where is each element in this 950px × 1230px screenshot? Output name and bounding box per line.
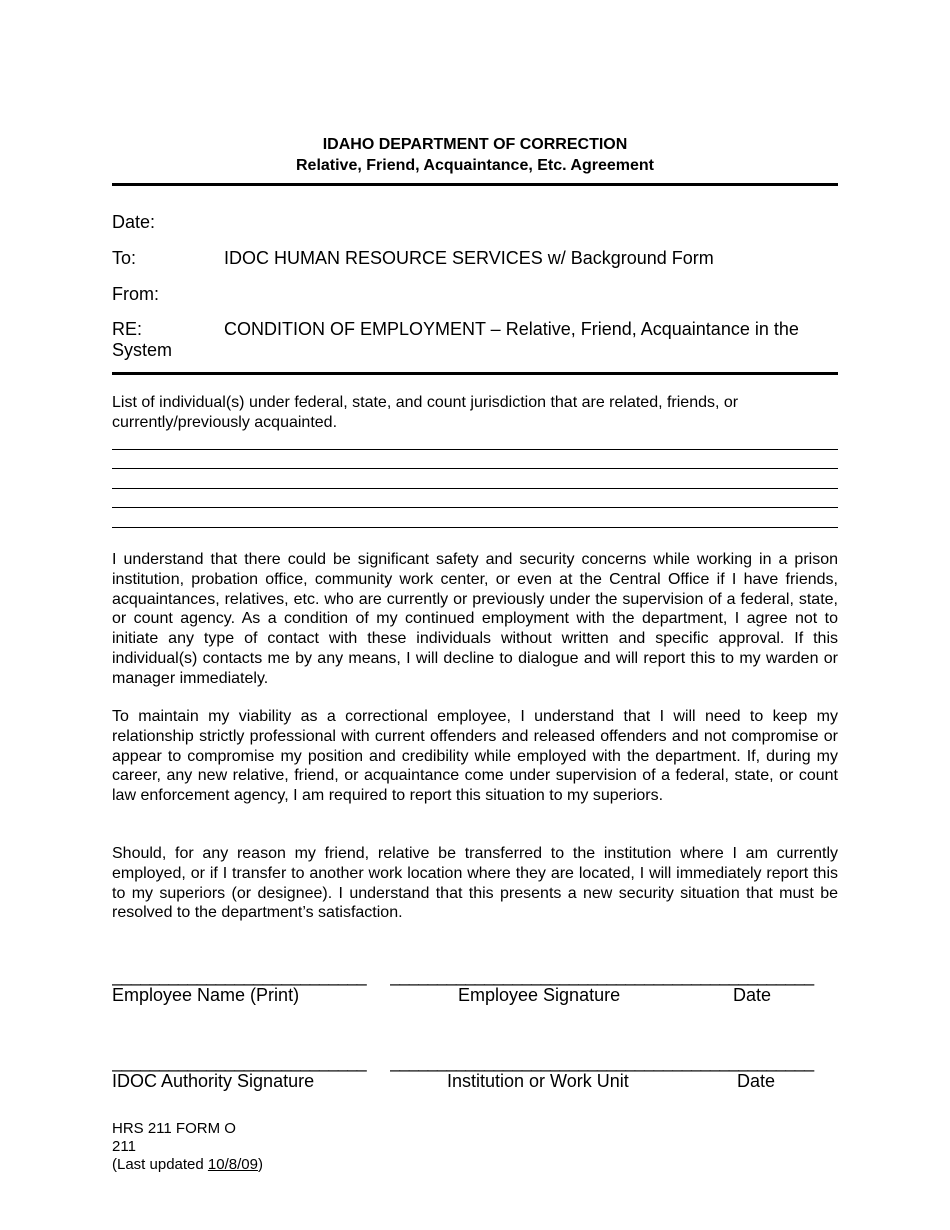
agreement-paragraph-2: To maintain my viability as a correctional employee, I understand that I will need to keep my relationship strictly professional with current offenders and released offenders and not compromise or appear to compromise my position and credibility while employed with the department. If, during my career, any new relative, friend, or acquaintance come under supervision of a federal, state, or count law enforcement agency, I am required to report this situation to my superiors. bbox=[112, 708, 838, 805]
list-intro: List of individual(s) under federal, state, and count jurisdiction that are related, friends, or currently/previously acquainted. bbox=[112, 394, 739, 431]
list-entry-line[interactable] bbox=[112, 527, 838, 528]
from-label: From: bbox=[112, 284, 159, 304]
list-entry-line[interactable] bbox=[112, 468, 838, 469]
memo-divider bbox=[112, 372, 838, 375]
agreement-paragraph-1: I understand that there could be significant safety and security concerns while working in a prison institution, probation office, community work center, or even at the Central Office if I have friends, acquaintances, relatives, etc. who are currently or previously under the supervision of a federal, state, or count agency. As a condition of my continued employment with the department, I agree not to initiate any type of contact with these individuals without written and specific approval. If this individual(s) contacts me by any means, I will decline to dialogue and will report this to my warden or manager immediately. bbox=[112, 551, 838, 687]
re-continuation: System bbox=[112, 340, 173, 360]
last-updated-suffix: ) bbox=[257, 1156, 263, 1173]
form-id: HRS 211 FORM O bbox=[112, 1120, 236, 1137]
date-label: Date: bbox=[112, 212, 156, 232]
authority-signature-line[interactable]: ___________________________ bbox=[112, 1052, 367, 1072]
list-entry-line[interactable] bbox=[112, 449, 838, 450]
agreement-paragraph-3: Should, for any reason my friend, relative be transferred to the institution where I am currently employed, or if I transfer to another work location where they are located, I will immediately report this to my superiors (or designee). I understand that this presents a new security situation that must be resolved to the department’s satisfaction. bbox=[112, 845, 838, 922]
re-label: RE: bbox=[112, 319, 143, 339]
to-label: To: bbox=[112, 248, 137, 268]
employee-name-label: Employee Name (Print) bbox=[112, 985, 300, 1005]
work-unit-label: Institution or Work Unit bbox=[447, 1071, 629, 1091]
last-updated bbox=[112, 1156, 263, 1174]
to-value: IDOC HUMAN RESOURCE SERVICES w/ Background Form bbox=[224, 248, 714, 268]
employee-signature-line[interactable]: _____________________________________________ bbox=[390, 966, 814, 986]
last-updated-prefix: (Last updated bbox=[112, 1156, 208, 1173]
list-entry-line[interactable] bbox=[112, 488, 838, 489]
re-value: CONDITION OF EMPLOYMENT – Relative, Friend, Acquaintance in the bbox=[224, 319, 799, 339]
form-number: 211 bbox=[112, 1138, 136, 1155]
authority-signature-label: IDOC Authority Signature bbox=[112, 1071, 315, 1091]
last-updated-date: 10/8/09 bbox=[207, 1156, 258, 1173]
form-title: Relative, Friend, Acquaintance, Etc. Agreement bbox=[295, 157, 655, 174]
employee-name-line[interactable]: ___________________________ bbox=[112, 966, 367, 986]
work-unit-line[interactable]: _____________________________________________ bbox=[390, 1052, 814, 1072]
list-entry-line[interactable] bbox=[112, 507, 838, 508]
header-divider bbox=[112, 183, 838, 186]
authority-date-label: Date bbox=[737, 1071, 776, 1091]
department-name: IDAHO DEPARTMENT OF CORRECTION bbox=[322, 136, 628, 153]
employee-date-label: Date bbox=[733, 985, 772, 1005]
employee-signature-label: Employee Signature bbox=[458, 985, 621, 1005]
